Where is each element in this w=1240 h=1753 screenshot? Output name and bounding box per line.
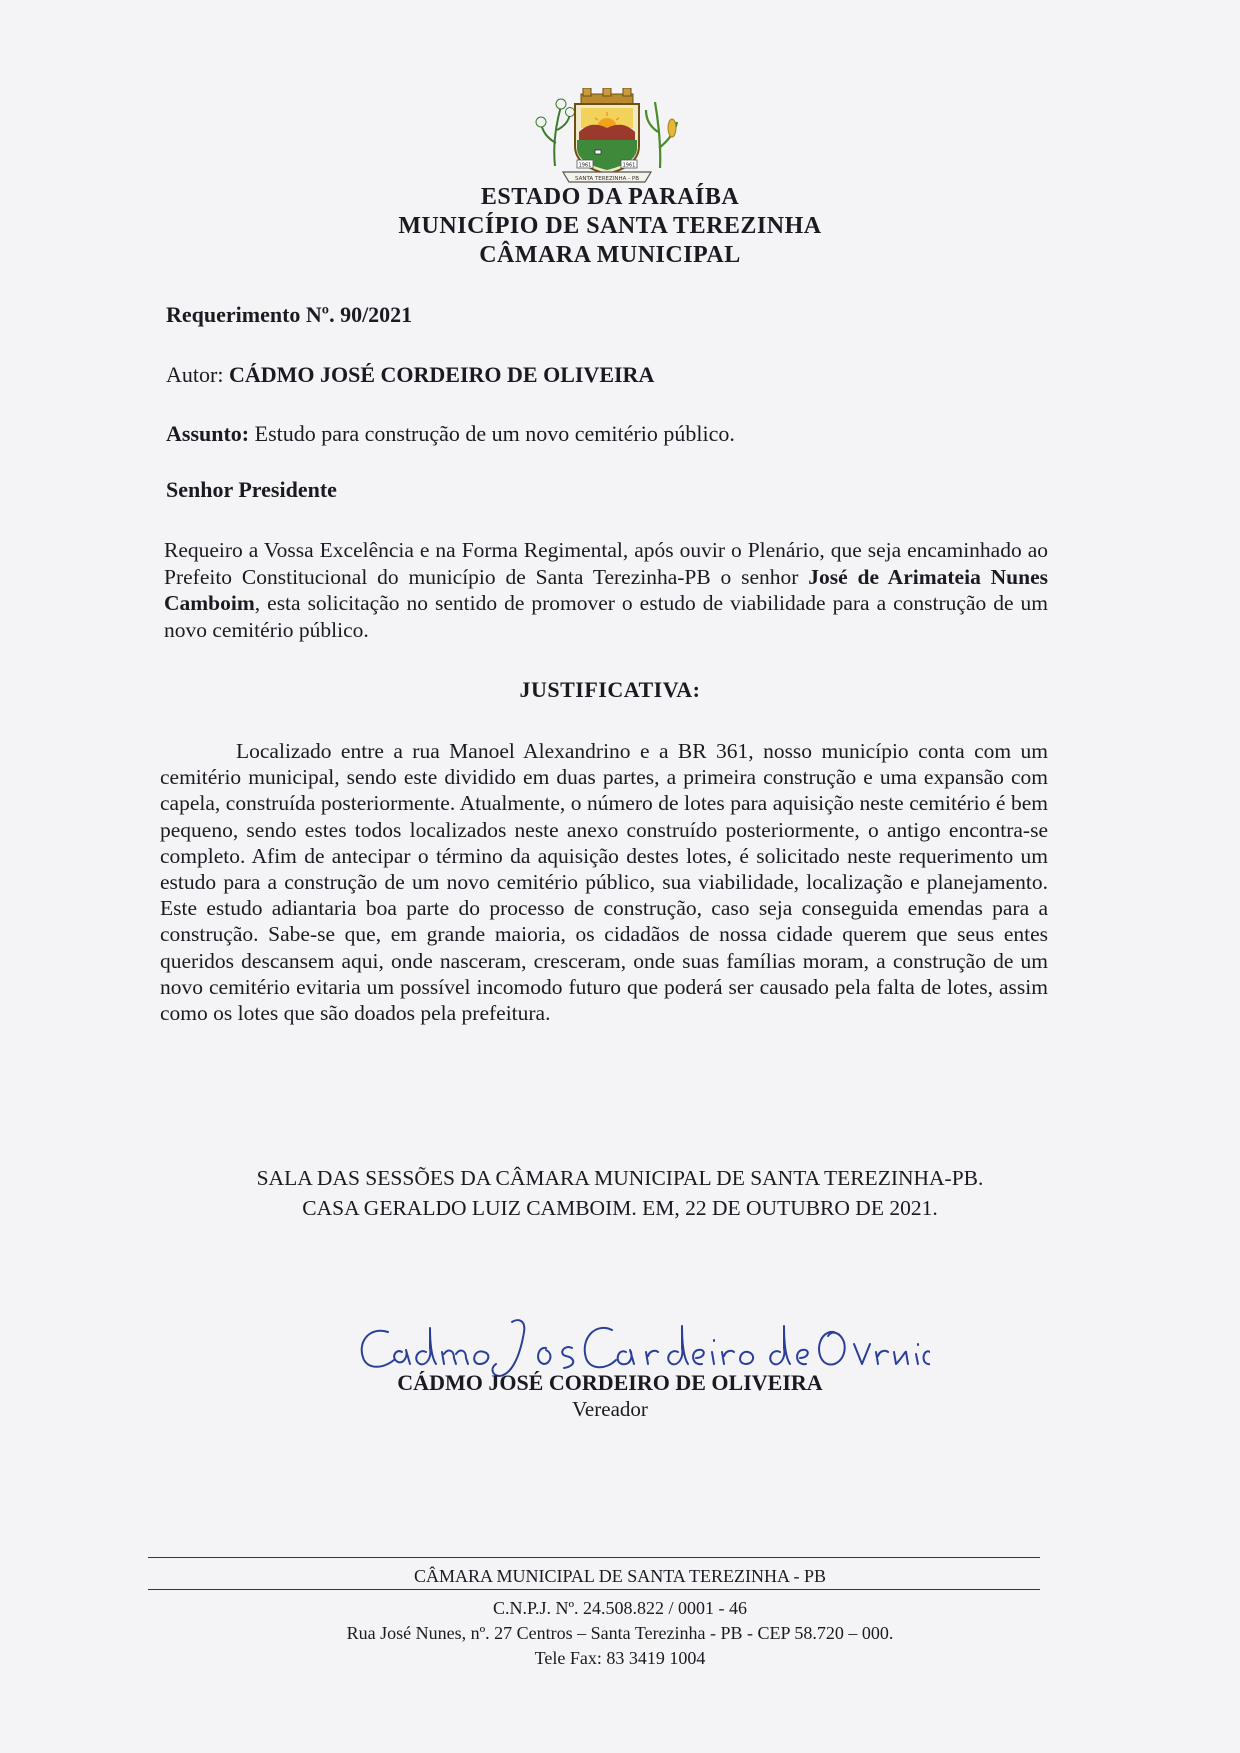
session-closing xyxy=(100,1163,1140,1223)
author-name: CÁDMO JOSÉ CORDEIRO DE OLIVEIRA xyxy=(228,362,655,387)
letterhead xyxy=(300,183,920,270)
closing-line-1: SALA DAS SESSÕES DA CÂMARA MUNICIPAL DE SANTA TEREZINHA-PB. xyxy=(256,1166,984,1190)
footer-top-rule xyxy=(148,1557,1040,1558)
crest-banner-text: SANTA TEREZINHA - PB xyxy=(574,176,640,182)
header-municipality: MUNICÍPIO DE SANTA TEREZINHA xyxy=(398,213,822,239)
justification-title: JUSTIFICATIVA: xyxy=(519,677,701,702)
justification-paragraph: Localizado entre a rua Manoel Alexandrino e a BR 361, nosso município conta com um cemitério municipal, sendo este dividido em duas partes, a primeira construção e uma expansão com capela, construída posteriormente. Atualmente, o número de lotes para aquisição neste cemitério é bem pequeno, sendo estes todos localizados neste anexo construído posteriormente, o antigo encontra-se completo. Afim de antecipar o término da aquisição destes lotes, é solicitado neste requerimento um estudo para a construção de um novo cemitério público, sua viabilidade, localização e planejamento. Este estudo adiantaria boa parte do processo de construção, caso seja conseguida emendas para a construção. Sabe-se que, em grande maioria, os cidadãos de nossa cidade querem que seus entes queridos descansem aqui, onde nasceram, cresceram, onde suas famílias moram, a construção de um novo cemitério evitaria um possível incomodo futuro que poderá ser causado pela falta de lotes, assim como os lotes que são doados pela prefeitura. xyxy=(160,739,1048,1026)
subject-text: Estudo para construção de um novo cemitério público. xyxy=(254,421,735,446)
request-number: Requerimento Nº. 90/2021 xyxy=(166,302,413,327)
request-paragraph xyxy=(164,537,1048,643)
header-chamber: CÂMARA MUNICIPAL xyxy=(479,242,741,268)
footer-chamber-name: CÂMARA MUNICIPAL DE SANTA TEREZINHA - PB xyxy=(414,1566,826,1586)
header-state: ESTADO DA PARAÍBA xyxy=(480,184,740,210)
footer xyxy=(200,1564,1040,1671)
salutation: Senhor Presidente xyxy=(166,477,337,502)
request-text-part1: Requeiro a Vossa Excelência e na Forma Regimental, após ouvir o Plenário, que seja encaminhado ao Prefeito Constitucional do município de Santa Terezinha-PB o senhor xyxy=(164,538,1048,589)
footer-phone: Tele Fax: 83 3419 1004 xyxy=(534,1648,706,1668)
footer-cnpj: C.N.P.J. Nº. 24.508.822 / 0001 - 46 xyxy=(492,1598,748,1618)
crest-year-left: 1961 xyxy=(578,162,592,169)
municipal-coat-of-arms-icon xyxy=(525,88,690,188)
mayor-name: José de Arimateia Nunes Camboim xyxy=(164,564,1048,615)
request-text-part2: , esta solicitação no sentido de promover o estudo de viabilidade para a construção de um novo cemitério público. xyxy=(164,591,1048,642)
subject-label: Assunto: xyxy=(166,421,250,446)
crest-year-right: 1961 xyxy=(622,162,636,169)
subject-line xyxy=(166,421,735,447)
author-label: Autor: xyxy=(166,362,224,387)
signatory-name: CÁDMO JOSÉ CORDEIRO DE OLIVEIRA xyxy=(397,1370,823,1395)
signatory-role: Vereador xyxy=(572,1397,648,1421)
author-line xyxy=(166,362,654,388)
footer-address: Rua José Nunes, nº. 27 Centros – Santa Terezinha - PB - CEP 58.720 – 000. xyxy=(346,1623,894,1643)
closing-line-2: CASA GERALDO LUIZ CAMBOIM. EM, 22 DE OUTUBRO DE 2021. xyxy=(302,1196,938,1220)
